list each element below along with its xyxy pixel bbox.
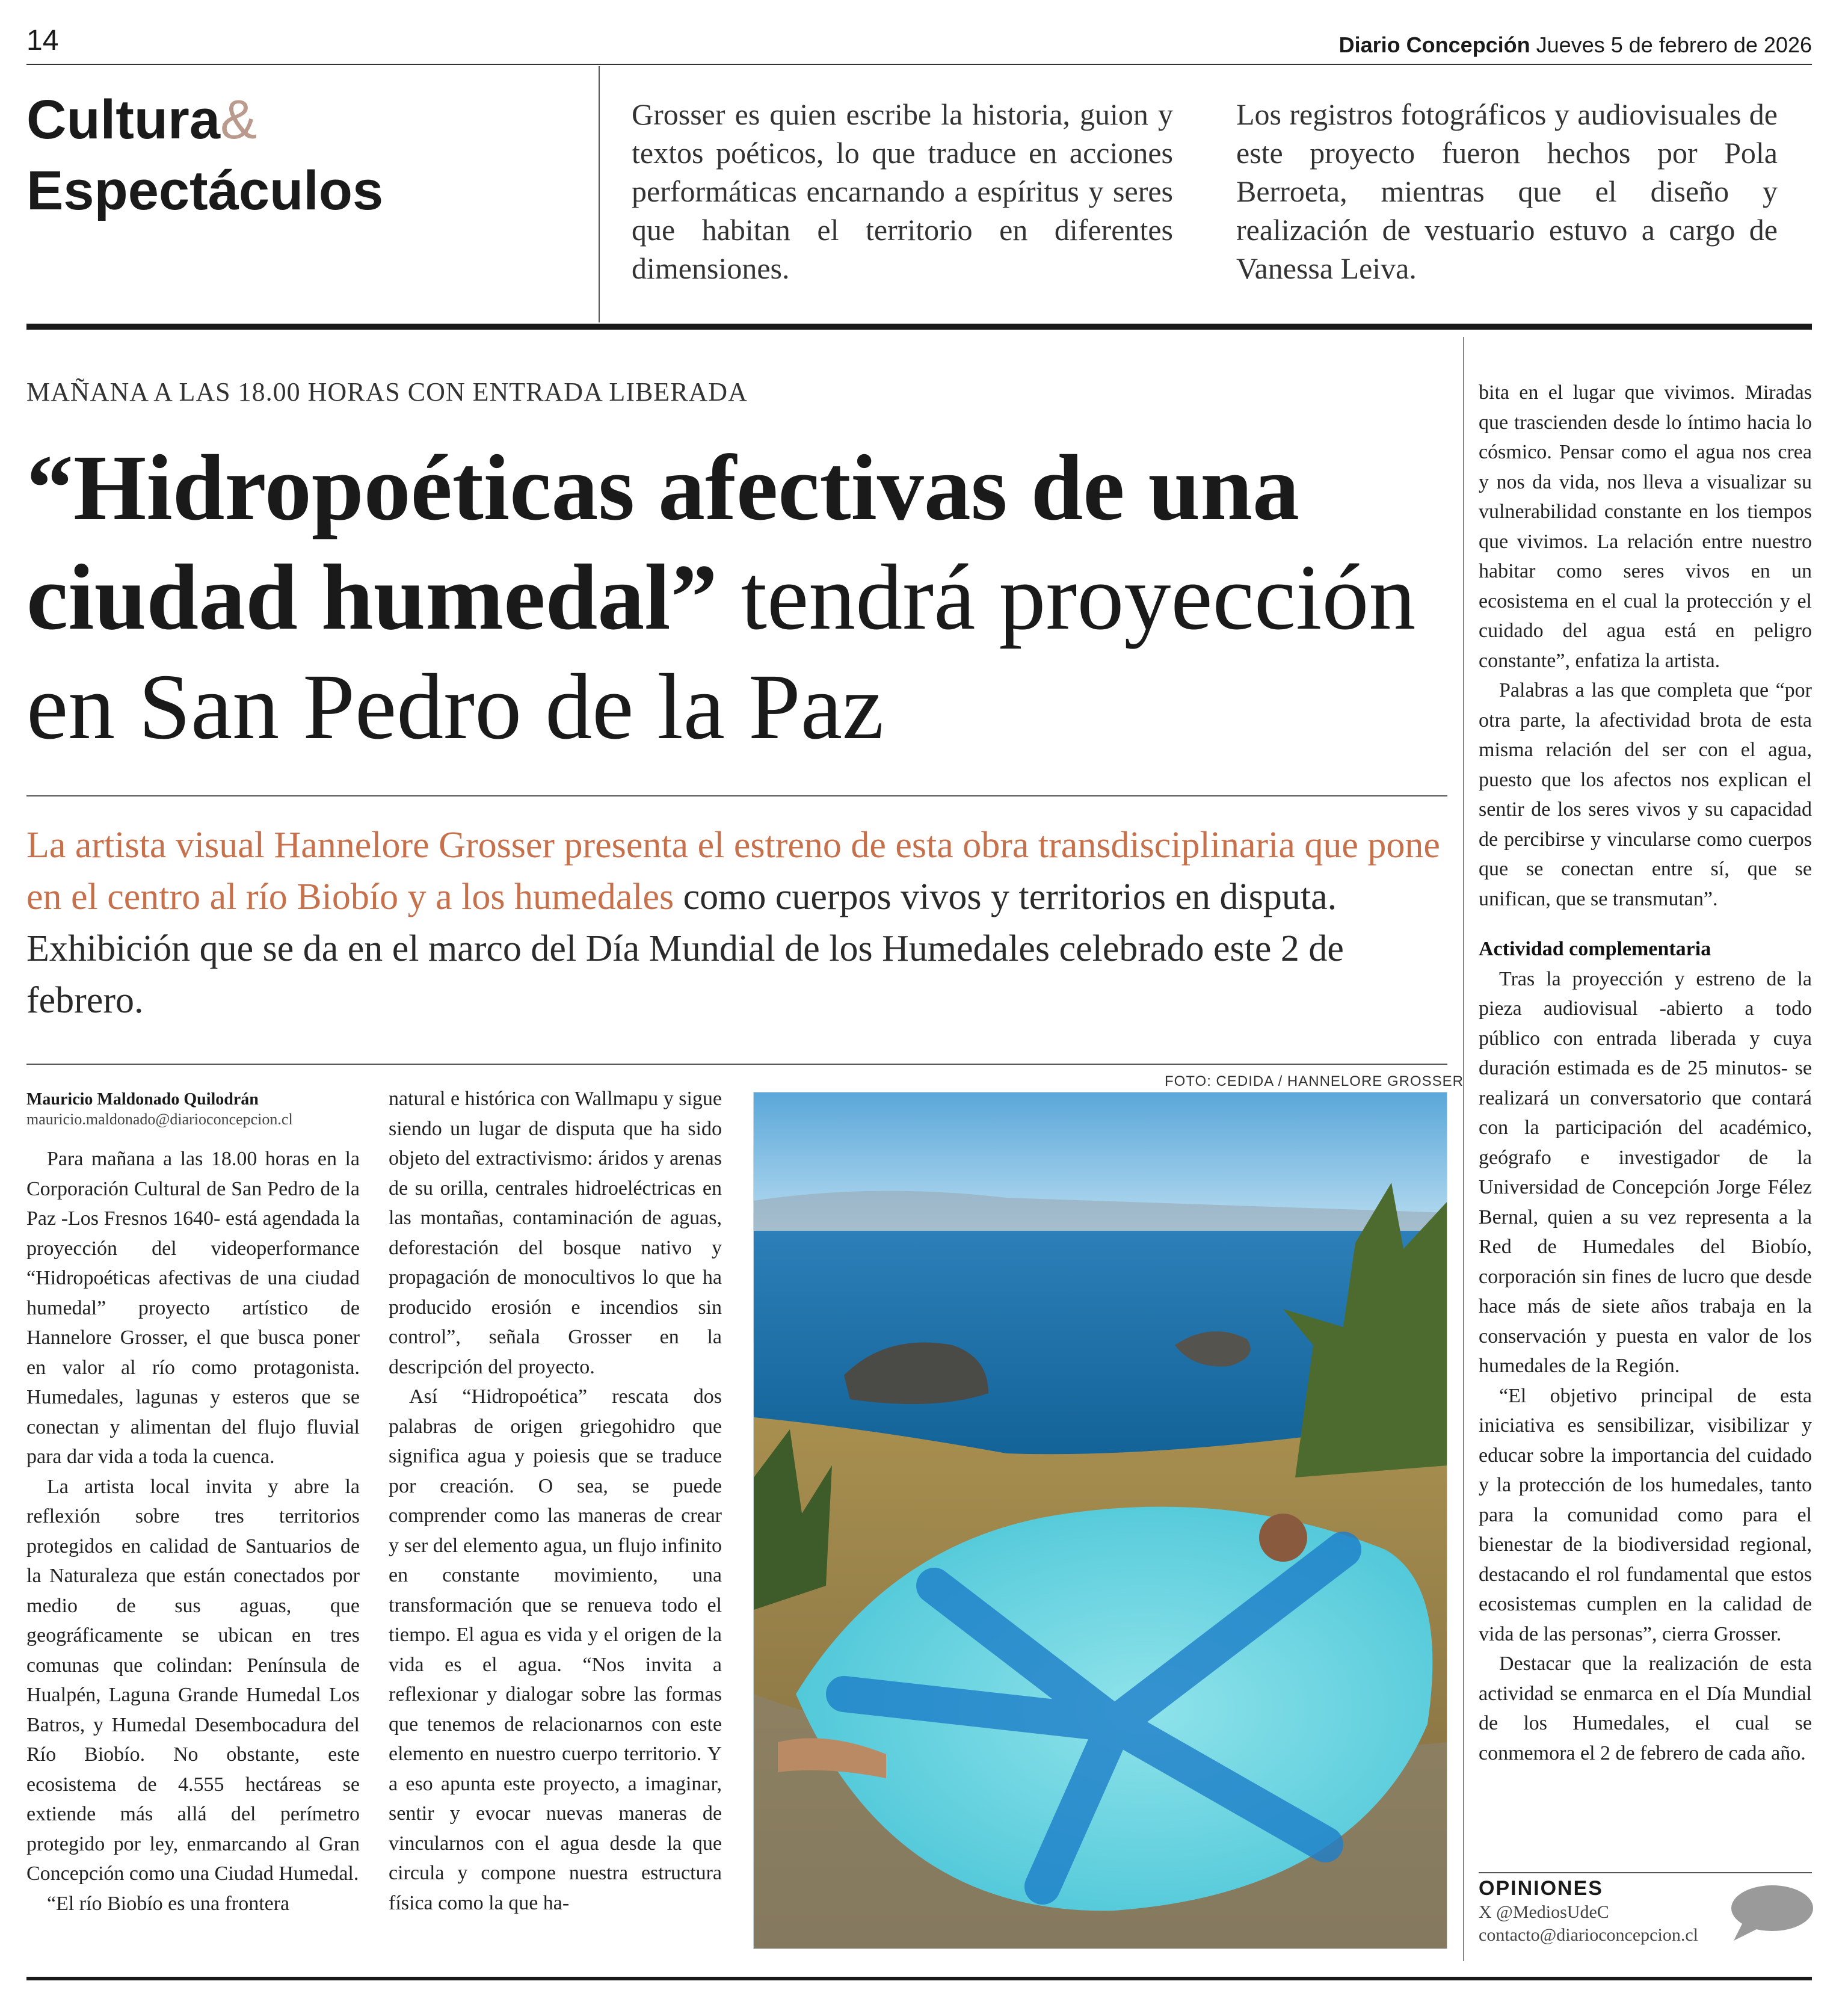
page-number: 14 — [26, 25, 59, 57]
article-lead — [26, 819, 1446, 1026]
paragraph: Tras la proyección y estreno de la pieza audiovisual -abierto a todo público con entrada liberada y cuya duración estimada es de 25 minutos- se realizará un conversatorio que contará con la participación del académico, geógrafo e investigador de la Universidad de Concepción Jorge Félez Bernal, quien a su vez representa a la Red de Humedales del Biobío, corporación sin fines de lucro que desde hace más de siete años trabaja en la conservación y puesta en valor de los humedales de la Región. — [1479, 967, 1812, 1377]
paragraph: natural e histórica con Wallmapu y sigue siendo un lugar de disputa que ha sido objeto del extractivismo: áridos y arenas de su orilla, centrales hidroeléctricas en las montañas, contaminación de aguas, deforestación del bosque nativo y propagación de monocultivos lo que ha producido erosión e incendios sin control”, señala Grosser en la descripción del proyecto. — [389, 1088, 722, 1378]
subhead-activity: Actividad complementaria — [1479, 938, 1711, 960]
speech-bubble-icon — [1725, 1883, 1816, 1946]
headline-rule — [26, 795, 1447, 796]
paragraph: “El río Biobío es una frontera — [47, 1892, 290, 1915]
header-thick-rule — [26, 324, 1812, 330]
section-word-1: Cultura — [26, 89, 220, 150]
right-column-divider — [1463, 337, 1464, 1961]
masthead — [1339, 32, 1812, 58]
byline-author: Mauricio Maldonado Quilodrán — [26, 1090, 259, 1109]
photo-illustration — [754, 1092, 1447, 1949]
paragraph: Palabras a las que completa que “por otra parte, la afectividad brota de esta misma relación del ser con el agua, puesto que los afectos nos explican el sentir de los seres vivos y su capacidad de percibirse y vincularse como cuerpos que se conectan entre sí, que se unifican, que se transmutan”. — [1479, 679, 1812, 910]
article-headline — [26, 433, 1458, 762]
section-ampersand: & — [220, 89, 257, 150]
paragraph: Así “Hidropoética” rescata dos palabras de origen griegohidro que significa agua y poiesis que se traduce por creación. O sea, se puede comprender como las maneras de crear y ser del elemento agua, un flujo infinito en constante movimiento, una transformación que se renueva todo el tiempo. El agua es vida y el origen de la vida es el agua. “Nos invita a reflexionar y dialogar sobre las formas que tenemos de relacionarnos con este elemento en nuestro cuerpo territorio. Y a eso apunta este proyecto, a imaginar, sentir y evocar nuevas maneras de vincularnos con el agua desde la que circula y compone nuestra estructura física como la que ha- — [389, 1385, 722, 1914]
lead-rule — [26, 1064, 1447, 1065]
section-divider — [599, 66, 600, 322]
opinions-email[interactable]: contacto@diarioconcepcion.cl — [1479, 1925, 1698, 1945]
section-word-2: Espectáculos — [26, 160, 384, 221]
opinions-rule — [1479, 1872, 1812, 1873]
teaser-1: Grosser es quien escribe la historia, guion y textos poéticos, lo que traduce en acciones performáticas encarnando a espíritus y seres que habitan el territorio en diferentes dimensiones. — [632, 97, 1173, 285]
opinions-label: OPINIONES — [1479, 1877, 1603, 1900]
lead-accent: La artista visual Hannelore Grosser presenta el estreno de esta obra transdisciplinaria que pone en el centro al río Biobío y a los humedales — [26, 825, 1440, 917]
body-column-1 — [26, 1144, 360, 1918]
byline-email[interactable]: mauricio.maldonado@diarioconcepcion.cl — [26, 1111, 293, 1128]
paragraph: Para mañana a las 18.00 horas en la Corporación Cultural de San Pedro de la Paz -Los Fresnos 1640- está agendada la proyección del videoperformance “Hidropoéticas afectivas de una ciudad humedal” proyecto artístico de Hannelore Grosser, el que busca poner en valor al río como protagonista. Humedales, lagunas y esteros que se conectan y alimentan del flujo fluvial para dar vida a toda la cuenca. — [26, 1148, 360, 1468]
newspaper-name: Diario Concepción — [1338, 32, 1530, 57]
photo-credit: FOTO: CEDIDA / HANNELORE GROSSER — [1165, 1073, 1464, 1089]
paragraph: La artista local invita y abre la reflexión sobre tres territorios protegidos en calidad de Santuarios de la Naturaleza que están conectados por medio de sus aguas, que geográficamente se ubican en tres comunas que colindan: Península de Hualpén, Laguna Grande Humedal Los Batros, y Humedal Desembocadura del Río Biobío. No obstante, este ecosistema de 4.555 hectáreas se extiende más allá del perímetro protegido por ley, enmarcando al Gran Concepción como una Ciudad Humedal. — [26, 1475, 360, 1885]
paragraph: bita en el lugar que vivimos. Miradas que trascienden desde lo íntimo hacia lo cósmico. Pensar como el agua nos crea y nos da vida, nos lleva a visualizar su vulnerabilidad constante en los tiempos que vivimos. La relación entre nuestro habitar como seres vivos en un ecosistema en el cual la protección y el cuidado del agua está en peligro constante”, enfatiza la artista. — [1479, 381, 1812, 672]
header-rule — [26, 64, 1812, 65]
headline-bold: “Hidropoéticas afectivas de una ciudad humedal” — [26, 436, 1300, 649]
article-photo — [753, 1092, 1447, 1949]
body-column-3 — [1479, 378, 1812, 1768]
lead-rest: como cuerpos vivos y territorios en disputa. Exhibición que se da en el marco del Día Mundial de los Humedales celebrado este 2 de febrero. — [26, 876, 1344, 1021]
teaser-2: Los registros fotográficos y audiovisuales de este proyecto fueron hechos por Pola Berroeta, mientras que el diseño y realización de vestuario estuvo a cargo de Vanessa Leiva. — [1236, 97, 1778, 285]
footer-rule — [26, 1977, 1812, 1980]
paragraph: “El objetivo principal de esta iniciativa es sensibilizar, visibilizar y educar sobre la importancia del cuidado y la protección de los humedales, tanto para la comunidad como para el bienestar de la biodiversidad regional, destacando el rol fundamental que estos ecosistemas cumplen en la calidad de vida de las personas”, cierra Grosser. — [1479, 1384, 1812, 1645]
paragraph: Destacar que la realización de esta actividad se enmarca en el Día Mundial de los Humedales, el cual se conmemora el 2 de febrero de cada año. — [1479, 1653, 1812, 1764]
headline-rest: tendrá proyección en San Pedro de la Paz — [26, 545, 1416, 759]
section-title — [26, 84, 383, 226]
opinions-x-handle[interactable]: X @MediosUdeC — [1479, 1902, 1609, 1922]
issue-date: Jueves 5 de febrero de 2026 — [1536, 32, 1812, 57]
article-kicker: MAÑANA A LAS 18.00 HORAS CON ENTRADA LIBERADA — [26, 377, 748, 407]
body-column-2 — [389, 1084, 722, 1918]
